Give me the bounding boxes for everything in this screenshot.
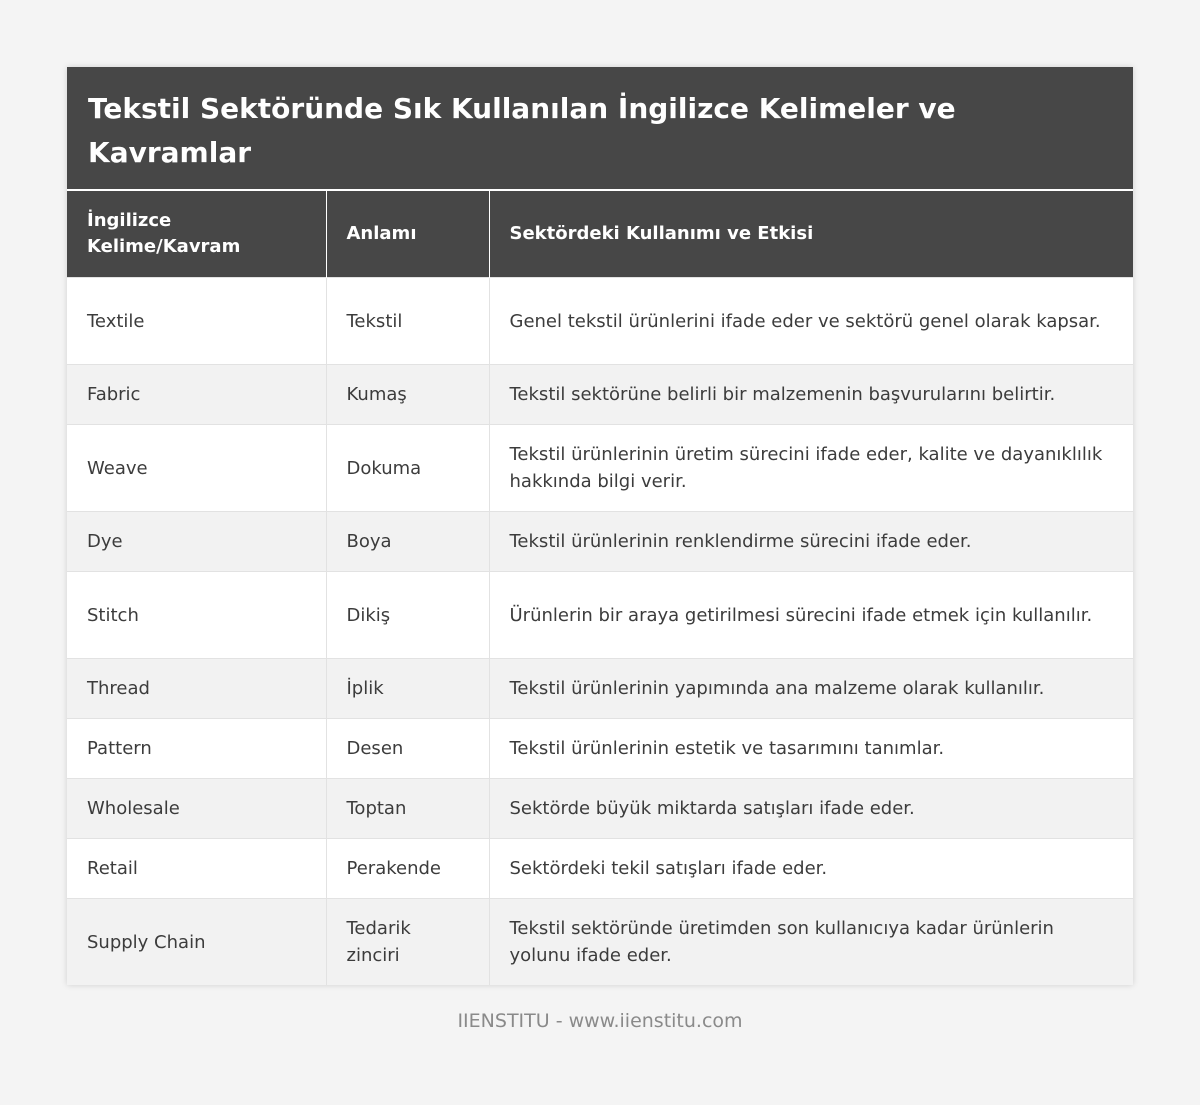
meaning-cell: Boya <box>326 512 489 572</box>
footer-credit: IIENSTITU - www.iienstitu.com <box>457 1010 743 1032</box>
usage-cell: Ürünlerin bir araya getirilmesi sürecini ifade etmek için kullanılır. <box>489 572 1133 659</box>
usage-cell: Tekstil sektöründe üretimden son kullanıcıya kadar ürünlerin yolunu ifade eder. <box>489 899 1133 986</box>
term-cell: Fabric <box>67 365 326 425</box>
term-cell: Retail <box>67 839 326 899</box>
term-cell: Thread <box>67 659 326 719</box>
table-row <box>67 779 1133 839</box>
term-cell: Pattern <box>67 719 326 779</box>
term-cell: Dye <box>67 512 326 572</box>
usage-cell: Tekstil sektörüne belirli bir malzemenin başvurularını belirtir. <box>489 365 1133 425</box>
term-cell: Textile <box>67 278 326 365</box>
meaning-cell: Desen <box>326 719 489 779</box>
usage-cell: Tekstil ürünlerinin yapımında ana malzeme olarak kullanılır. <box>489 659 1133 719</box>
terms-table <box>67 189 1133 985</box>
usage-cell: Genel tekstil ürünlerini ifade eder ve sektörü genel olarak kapsar. <box>489 278 1133 365</box>
usage-cell: Tekstil ürünlerinin renklendirme sürecini ifade eder. <box>489 512 1133 572</box>
usage-cell: Sektörde büyük miktarda satışları ifade eder. <box>489 779 1133 839</box>
header-row <box>67 190 1133 278</box>
header-usage: Sektördeki Kullanımı ve Etkisi <box>489 190 1133 278</box>
meaning-cell: Perakende <box>326 839 489 899</box>
table-row <box>67 512 1133 572</box>
term-cell: Wholesale <box>67 779 326 839</box>
meaning-cell: Dokuma <box>326 425 489 512</box>
table-row <box>67 425 1133 512</box>
meaning-cell: Toptan <box>326 779 489 839</box>
table-row <box>67 659 1133 719</box>
table-row <box>67 899 1133 986</box>
term-cell: Stitch <box>67 572 326 659</box>
table-row <box>67 839 1133 899</box>
header-meaning: Anlamı <box>326 190 489 278</box>
table-row <box>67 278 1133 365</box>
usage-cell: Tekstil ürünlerinin üretim sürecini ifade eder, kalite ve dayanıklılık hakkında bilgi verir. <box>489 425 1133 512</box>
meaning-cell: İplik <box>326 659 489 719</box>
term-cell: Weave <box>67 425 326 512</box>
meaning-cell: Kumaş <box>326 365 489 425</box>
table-row <box>67 365 1133 425</box>
header-term: İngilizce Kelime/Kavram <box>67 190 326 278</box>
meaning-cell: Tekstil <box>326 278 489 365</box>
usage-cell: Tekstil ürünlerinin estetik ve tasarımını tanımlar. <box>489 719 1133 779</box>
term-cell: Supply Chain <box>67 899 326 986</box>
table-row <box>67 719 1133 779</box>
table-title: Tekstil Sektöründe Sık Kullanılan İngilizce Kelimeler ve Kavramlar <box>67 67 1133 189</box>
meaning-cell: Dikiş <box>326 572 489 659</box>
meaning-cell: Tedarik zinciri <box>326 899 489 986</box>
usage-cell: Sektördeki tekil satışları ifade eder. <box>489 839 1133 899</box>
table-row <box>67 572 1133 659</box>
table-card <box>67 67 1133 985</box>
